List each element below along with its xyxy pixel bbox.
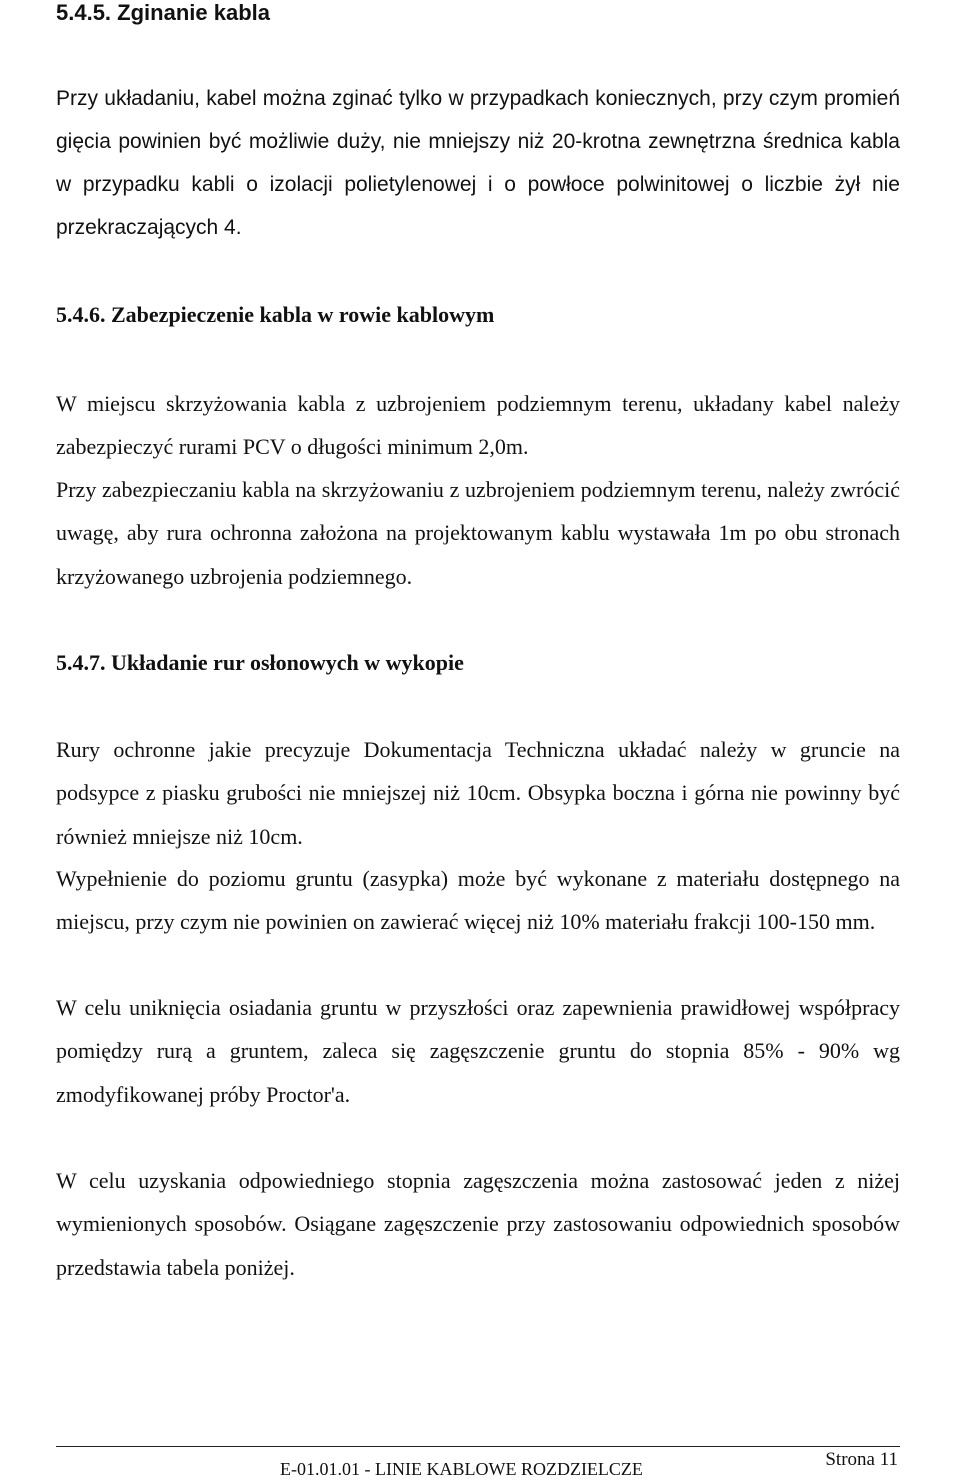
paragraph-protective-pipes-bedding: Rury ochronne jakie precyzuje Dokumentacja Techniczna układać należy w gruncie na podsypce z piasku grubości nie mniejszej niż 10cm. Obsypka boczna i górna nie powinny być również mniejsze niż 10cm.: [56, 737, 900, 849]
paragraph-crossing-protection: W miejscu skrzyżowania kabla z uzbrojeniem podziemnym terenu, układany kabel należy zabezpieczyć rurami PCV o długości minimum 2,0m.: [56, 391, 900, 460]
paragraph-compaction: W celu uniknięcia osiadania gruntu w przyszłości oraz zapewnienia prawidłowej współpracy pomiędzy rurą a gruntem, zaleca się zagęszczenie gruntu do stopnia 85% - 90% wg zmodyfikowanej próby Proctor'a.: [56, 995, 900, 1107]
section-heading-5-4-7: 5.4.7. Układanie rur osłonowych w wykopie: [56, 650, 464, 675]
footer-divider: [56, 1446, 900, 1447]
paragraph-protective-pipe: Przy zabezpieczaniu kabla na skrzyżowaniu z uzbrojeniem podziemnym terenu, należy zwrócić uwagę, aby rura ochronna założona na projektowanym kablu wystawała 1m po obu stronach krzyżowanego uzbrojenia podziemnego.: [56, 477, 900, 589]
paragraph-backfill: Wypełnienie do poziomu gruntu (zasypka) może być wykonane z materiału dostępnego na miejscu, przy czym nie powinien on zawierać więcej niż 10% materiału frakcji 100-150 mm.: [56, 866, 900, 935]
footer-page-number: Strona 11: [825, 1449, 898, 1470]
section-heading-5-4-6: 5.4.6. Zabezpieczenie kabla w rowie kablowym: [56, 302, 495, 327]
section-heading-5-4-5: 5.4.5. Zginanie kabla: [56, 0, 270, 25]
paragraph-cable-bending: Przy układaniu, kabel można zginać tylko w przypadkach koniecznych, przy czym promień gięcia powinien być możliwie duży, nie mniejszy niż 20-krotna zewnętrzna średnica kabla w przypadku kabli o izolacji polietylenowej i o powłoce polwinitowej o liczbie żył nie przekraczających 4.: [56, 87, 900, 239]
footer-document-code: E-01.01.01 - LINIE KABLOWE ROZDZIELCZE: [280, 1459, 643, 1479]
paragraph-compaction-methods: W celu uzyskania odpowiedniego stopnia zagęszczenia można zastosować jeden z niżej wymienionych sposobów. Osiągane zagęszczenie przy zastosowaniu odpowiednich sposobów przedstawia tabela poniżej.: [56, 1168, 900, 1280]
